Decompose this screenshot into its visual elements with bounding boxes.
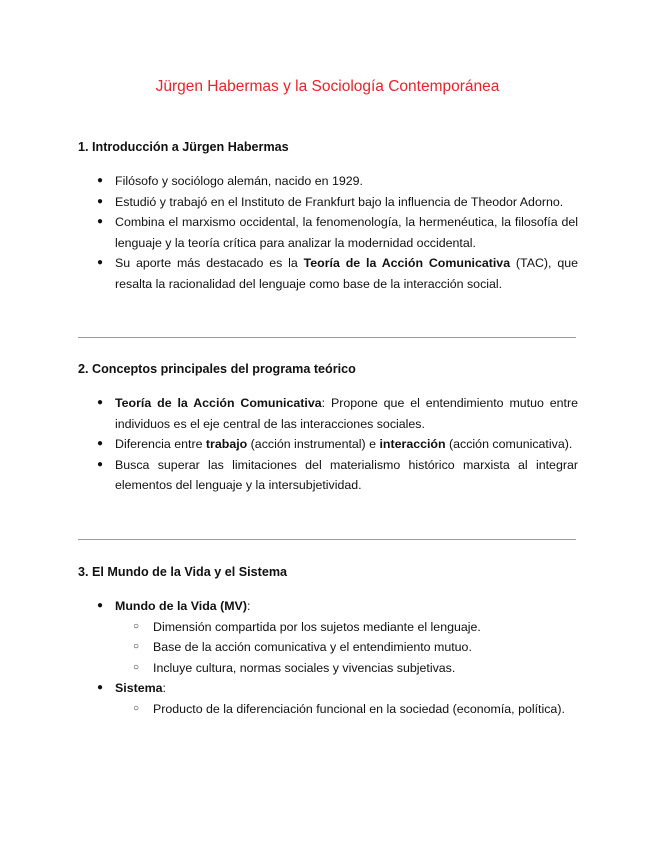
section-1-heading: 1. Introducción a Jürgen Habermas bbox=[78, 140, 289, 154]
bullet-icon: ● bbox=[97, 438, 104, 449]
section-1-list bbox=[78, 171, 578, 294]
list-item bbox=[78, 678, 578, 719]
list-item bbox=[78, 171, 578, 192]
list-item bbox=[78, 434, 578, 455]
list-item-text: Estudió y trabajó en el Instituto de Frankfurt bajo la influencia de Theodor Adorno. bbox=[115, 194, 564, 209]
list-item-text: : Propone que el entendimiento mutuo entre individuos es el eje central de las interacciones sociales. bbox=[115, 396, 578, 431]
bullet-icon: ● bbox=[97, 257, 104, 268]
bullet-icon: ● bbox=[97, 682, 104, 693]
bullet-icon: ● bbox=[97, 195, 104, 207]
list-item-text: (acción instrumental) e bbox=[247, 437, 380, 451]
list-item bbox=[78, 192, 578, 213]
list-item-text: Filósofo y sociólogo alemán, nacido en 1929. bbox=[115, 174, 363, 188]
section-3-list bbox=[78, 596, 578, 719]
section-divider bbox=[78, 539, 576, 540]
sub-list-item bbox=[115, 658, 578, 679]
sub-list-item bbox=[115, 617, 578, 638]
sub-list-item bbox=[115, 637, 578, 658]
list-item bbox=[78, 455, 578, 496]
section-3-heading: 3. El Mundo de la Vida y el Sistema bbox=[78, 565, 288, 579]
sub-list bbox=[115, 617, 578, 679]
circle-bullet-icon: ○ bbox=[133, 641, 140, 652]
emphasis-text: Teoría de la Acción Comunicativa bbox=[303, 256, 511, 270]
bullet-icon: ● bbox=[97, 175, 104, 186]
list-item bbox=[78, 393, 578, 434]
list-item-text: Diferencia entre bbox=[115, 437, 206, 451]
list-item-text: Combina el marxismo occidental, la fenomenología, la hermenéutica, la filosofía del lenguaje y la teoría crítica para analizar la modernidad occidental. bbox=[115, 215, 578, 250]
list-item-text: (acción comunicativa). bbox=[445, 437, 573, 451]
list-item-text: Su aporte más destacado es la bbox=[115, 256, 304, 270]
emphasis-text: trabajo bbox=[205, 437, 248, 451]
list-item bbox=[78, 212, 578, 253]
list-item bbox=[78, 253, 578, 294]
section-2-heading: 2. Conceptos principales del programa teórico bbox=[78, 362, 356, 376]
bullet-icon: ● bbox=[97, 216, 104, 227]
list-item-text: Base de la acción comunicativa y el entendimiento mutuo. bbox=[153, 640, 472, 654]
section-divider bbox=[78, 337, 576, 338]
emphasis-text: interacción bbox=[379, 437, 446, 451]
emphasis-text: Mundo de la Vida (MV) bbox=[115, 599, 247, 613]
list-item-text: Incluye cultura, normas sociales y vivencias subjetivas. bbox=[153, 660, 456, 675]
list-item-text: Busca superar las limitaciones del materialismo histórico marxista al integrar elementos del lenguaje y la intersubjetividad. bbox=[115, 457, 578, 492]
sub-list bbox=[115, 699, 578, 720]
circle-bullet-icon: ○ bbox=[133, 661, 140, 673]
circle-bullet-icon: ○ bbox=[133, 702, 140, 714]
list-item-text: Producto de la diferenciación funcional en la sociedad (economía, política). bbox=[153, 701, 565, 716]
sub-list-item bbox=[115, 699, 578, 720]
list-item-text: Dimensión compartida por los sujetos mediante el lenguaje. bbox=[153, 619, 481, 634]
bullet-icon: ● bbox=[97, 600, 104, 611]
emphasis-text: Sistema bbox=[115, 681, 163, 695]
emphasis-text: Teoría de la Acción Comunicativa bbox=[115, 396, 322, 410]
list-item bbox=[78, 596, 578, 678]
document-title: Jürgen Habermas y la Sociología Contemporánea bbox=[155, 78, 500, 95]
circle-bullet-icon: ○ bbox=[133, 620, 140, 632]
list-item-text: : bbox=[162, 681, 166, 695]
list-item-text: : bbox=[246, 599, 251, 613]
section-2-list bbox=[78, 393, 578, 496]
bullet-icon: ● bbox=[97, 458, 104, 470]
bullet-icon: ● bbox=[97, 397, 104, 408]
list-item-text: (TAC), que resalta la racionalidad del lenguaje como base de la interacción social. bbox=[115, 256, 578, 291]
